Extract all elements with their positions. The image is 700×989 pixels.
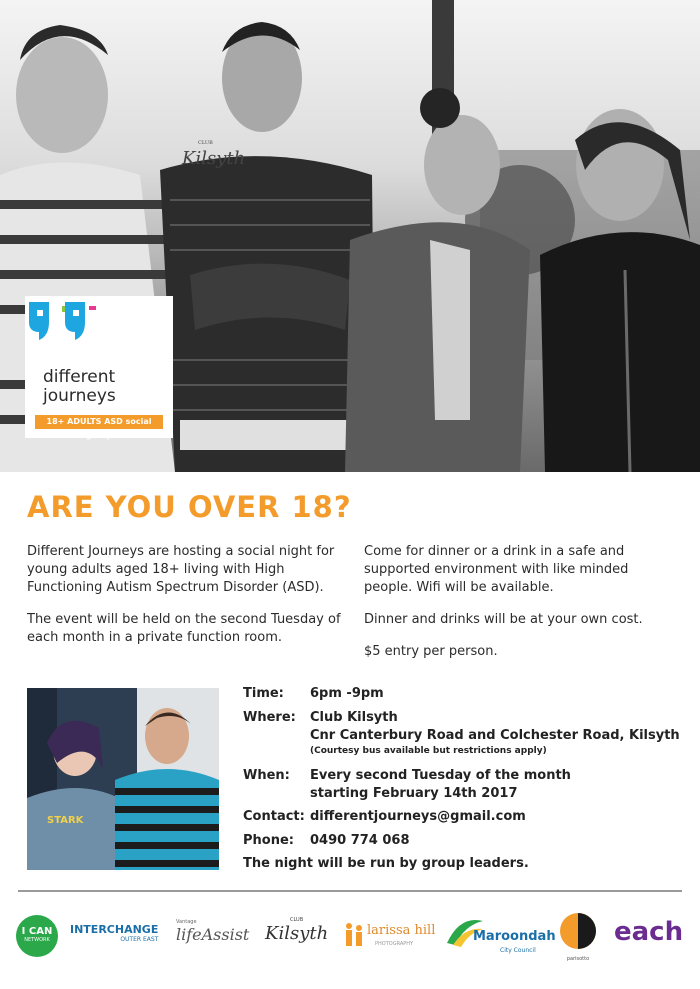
contact-label: Contact:: [243, 809, 305, 824]
larissa-hill-text: larissa hill: [367, 923, 436, 938]
sponsor-divider: [18, 890, 682, 892]
where-label: Where:: [243, 710, 296, 725]
ican-text: I CAN: [21, 926, 53, 937]
cost-paragraph: Dinner and drinks will be at your own cost.: [364, 612, 643, 627]
logo-tagline: 18+ ADULTS ASD social group: [35, 415, 163, 429]
hero-photo: [0, 0, 700, 472]
maroondah-text: Maroondah: [473, 929, 556, 944]
where-address: Cnr Canterbury Road and Colchester Road, Kilsyth: [310, 728, 680, 743]
environment-paragraph: Come for dinner or a drink in a safe and supported environment with like minded people. Wifi will be available.: [364, 544, 629, 595]
maroondah-sub-text: City Council: [500, 947, 536, 954]
parisotto-circle-icon: [558, 911, 598, 951]
parisotto-logo: [558, 911, 598, 961]
ican-network-logo: [16, 915, 58, 957]
club-watermark-text: Kilsyth: [182, 148, 246, 169]
intro-paragraph: Different Journeys are hosting a social night for young adults aged 18+ living with High Functioning Autism Spectrum Disorder (ASD).: [27, 544, 335, 595]
parisotto-text: parisotto: [566, 956, 590, 962]
time-label: Time:: [243, 686, 284, 701]
logo-name-line1: different: [43, 367, 116, 387]
entry-fee-paragraph: $5 entry per person.: [364, 644, 498, 659]
headline: ARE YOU OVER 18?: [27, 490, 352, 524]
when-label: When:: [243, 768, 290, 783]
sponsor-logos: [0, 905, 700, 975]
left-column: [27, 543, 349, 661]
right-column: [364, 543, 674, 675]
logo-mark-icon: [25, 296, 107, 348]
different-journeys-logo: [25, 296, 173, 438]
lifeassist-small-text: Vantage: [176, 919, 197, 925]
event-photo: [27, 688, 219, 870]
event-photo-illustration: [27, 688, 219, 870]
courtesy-bus-note: (Courtesy bus available but restrictions apply): [310, 746, 547, 756]
when-start-date: starting February 14th 2017: [310, 786, 518, 801]
phone-number-link[interactable]: 0490 774 068: [310, 833, 410, 848]
closing-line: The night will be run by group leaders.: [243, 856, 529, 871]
logo-name: [43, 368, 116, 406]
interchange-text: INTERCHANGE: [70, 923, 159, 936]
interchange-logo: [70, 923, 158, 943]
club-watermark-small: CLUB: [198, 140, 213, 146]
club-kilsyth-watermark: [182, 140, 246, 169]
phone-label: Phone:: [243, 833, 294, 848]
logo-name-line2: journeys: [43, 386, 116, 406]
schedule-paragraph: The event will be held on the second Tuesday of each month in a private function room.: [27, 612, 341, 645]
where-venue: Club Kilsyth: [310, 710, 398, 725]
club-kilsyth-logo: [265, 917, 328, 944]
ican-network-text: NETWORK: [24, 937, 50, 943]
lifeassist-logo: [176, 919, 249, 944]
lifeassist-text: lifeAssist: [176, 925, 250, 944]
time-value: 6pm -9pm: [310, 686, 384, 701]
contact-email-link[interactable]: differentjourneys@gmail.com: [310, 809, 526, 824]
each-logo: each: [614, 917, 684, 947]
svg-text:STARK: STARK: [47, 815, 84, 826]
larissa-figures-icon: [343, 921, 365, 949]
when-value: Every second Tuesday of the month: [310, 768, 571, 783]
club-kilsyth-small-text: CLUB: [290, 917, 304, 923]
larissa-sub-text: PHOTOGRAPHY: [375, 941, 414, 947]
club-kilsyth-text: Kilsyth: [265, 923, 329, 944]
interchange-sub-text: OUTER EAST: [120, 936, 159, 943]
